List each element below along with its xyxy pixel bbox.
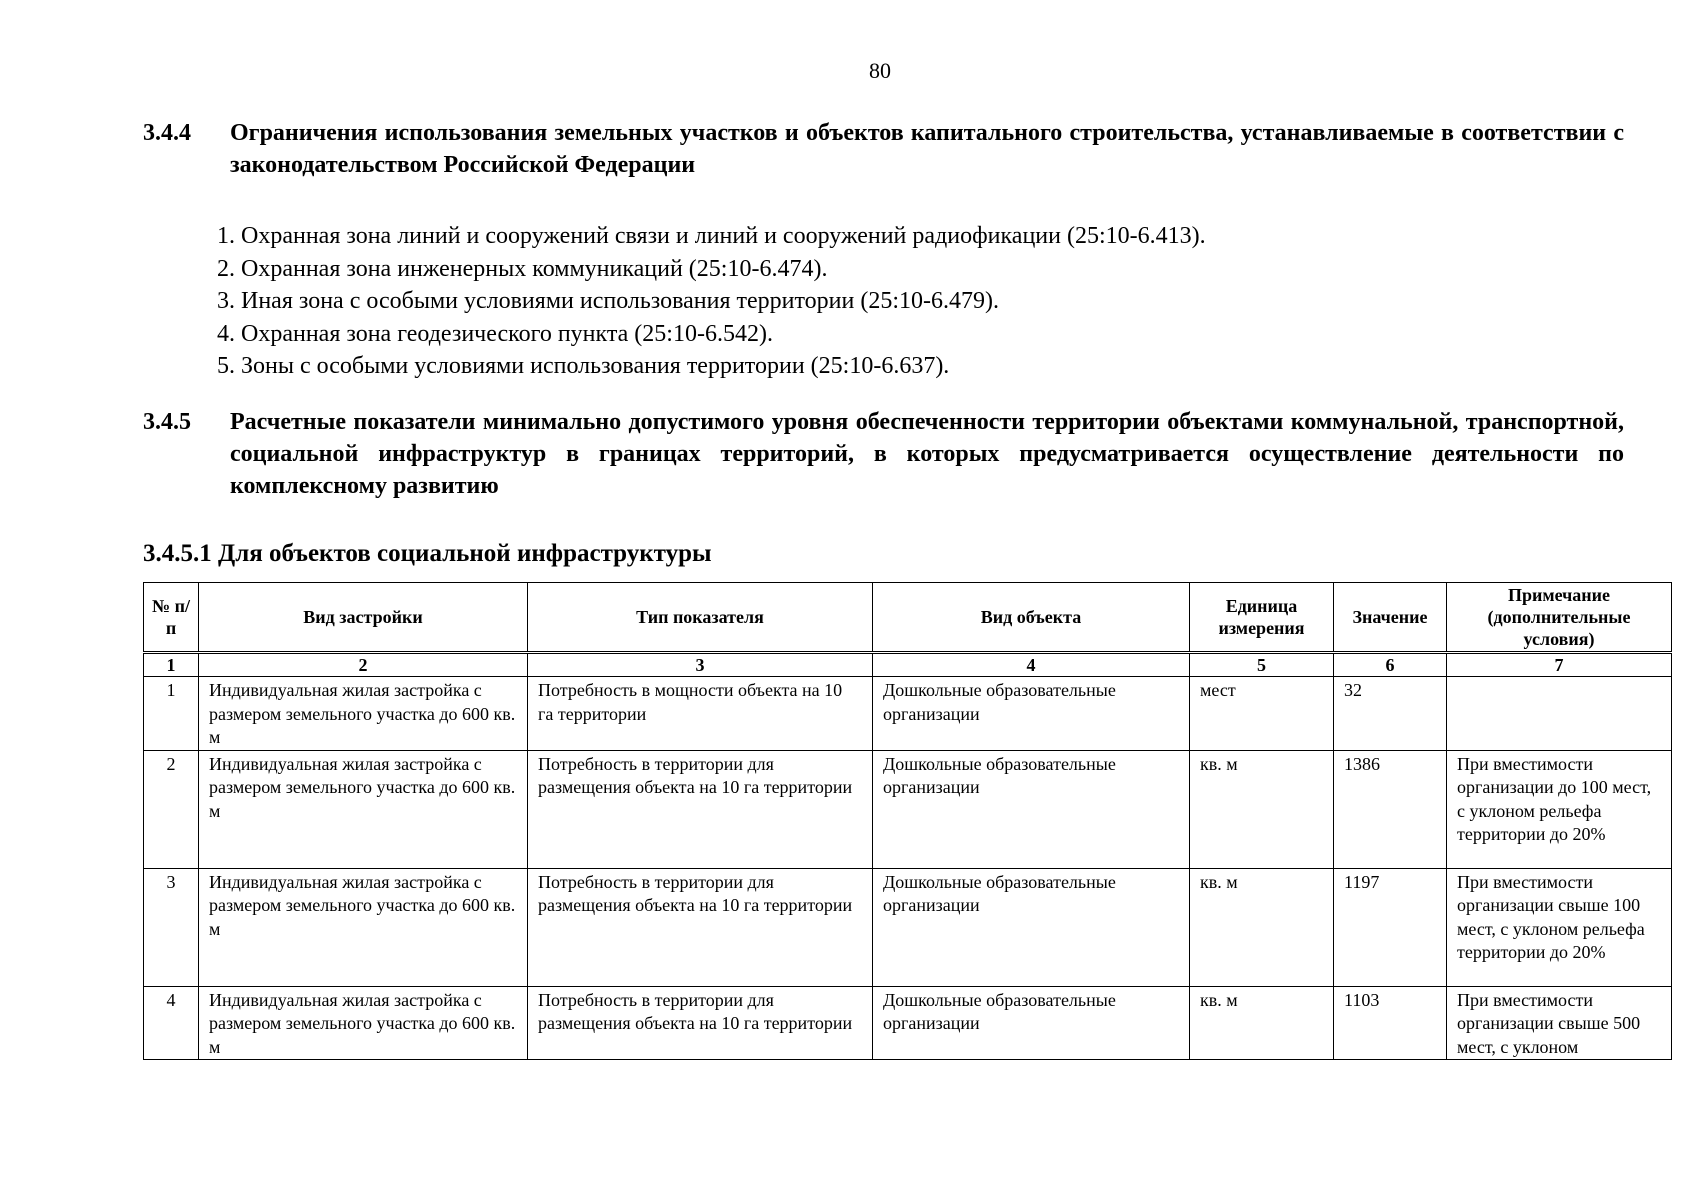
column-number: 6: [1334, 653, 1447, 677]
list-item: 5. Зоны с особыми условиями использования территории (25:10-6.637).: [217, 353, 950, 379]
section-number: 3.4.5: [143, 409, 191, 435]
list-item: 3. Иная зона с особыми условиями использования территории (25:10-6.479).: [217, 288, 1000, 314]
list-item: 2. Охранная зона инженерных коммуникаций (25:10-6.474).: [217, 255, 828, 282]
section-number: 3.4.4: [143, 120, 191, 146]
column-header-number: № п/п: [144, 583, 199, 653]
column-header-unit: Единица измерения: [1190, 583, 1334, 653]
cell-indicator: Потребность в мощности объекта на 10 га территории: [528, 677, 873, 751]
cell-object: Дошкольные образовательные организации: [873, 677, 1190, 751]
cell-note: При вместимости организации свыше 100 мест, с уклоном рельефа территории до 20%: [1447, 868, 1672, 986]
column-header-development: Вид застройки: [199, 583, 528, 653]
cell-development: Индивидуальная жилая застройка с размером земельного участка до 600 кв. м: [199, 986, 528, 1060]
cell-development: Индивидуальная жилая застройка с размером земельного участка до 600 кв. м: [199, 868, 528, 986]
column-number: 2: [199, 653, 528, 677]
cell-indicator: Потребность в территории для размещения объекта на 10 га территории: [528, 750, 873, 868]
cell-unit: кв. м: [1190, 986, 1334, 1060]
cell-note: При вместимости организации до 100 мест, с уклоном рельефа территории до 20%: [1447, 750, 1672, 868]
cell-indicator: Потребность в территории для размещения объекта на 10 га территории: [528, 868, 873, 986]
cell-object: Дошкольные образовательные организации: [873, 868, 1190, 986]
section-title: Ограничения использования земельных участков и объектов капитального строительства, устанавливаемые в соответствии с законодательством Российской Федерации: [230, 120, 1624, 178]
section-3-4-5: [143, 406, 1624, 502]
column-number: 5: [1190, 653, 1334, 677]
table-row: [144, 677, 1672, 751]
cell-development: Индивидуальная жилая застройка с размером земельного участка до 600 кв. м: [199, 750, 528, 868]
cell-value: 1386: [1334, 750, 1447, 868]
cell-unit: кв. м: [1190, 750, 1334, 868]
cell-value: 1103: [1334, 986, 1447, 1060]
list-item: 4. Охранная зона геодезического пункта (25:10-6.542).: [217, 320, 773, 347]
cell-unit: кв. м: [1190, 868, 1334, 986]
section-heading: [143, 117, 1624, 181]
cell-object: Дошкольные образовательные организации: [873, 986, 1190, 1060]
cell-number: 3: [144, 868, 199, 986]
column-header-indicator: Тип показателя: [528, 583, 873, 653]
zones-list: [217, 220, 1206, 383]
cell-object: Дошкольные образовательные организации: [873, 750, 1190, 868]
norms-table: [143, 582, 1672, 1060]
page-number: 80: [869, 58, 891, 83]
section-3-4-4: [143, 117, 1624, 181]
column-number: 3: [528, 653, 873, 677]
column-header-object: Вид объекта: [873, 583, 1190, 653]
cell-value: 1197: [1334, 868, 1447, 986]
section-heading: [143, 406, 1624, 502]
cell-number: 4: [144, 986, 199, 1060]
section-title: Расчетные показатели минимально допустимого уровня обеспеченности территории объектами коммунальной, транспортной, социальной инфраструктур в границах территорий, в которых предусматривается осуществление деятельности по комплексному развитию: [230, 409, 1624, 499]
subsection-title: 3.4.5.1 Для объектов социальной инфраструктуры: [143, 540, 712, 567]
cell-indicator: Потребность в территории для размещения объекта на 10 га территории: [528, 986, 873, 1060]
column-number: 1: [144, 653, 199, 677]
table-row: [144, 986, 1672, 1060]
table-row: [144, 750, 1672, 868]
cell-number: 2: [144, 750, 199, 868]
list-item: 1. Охранная зона линий и сооружений связи и линий и сооружений радиофикации (25:10-6.413).: [217, 223, 1206, 249]
column-number: 7: [1447, 653, 1672, 677]
cell-note: При вместимости организации свыше 500 мест, с уклоном: [1447, 986, 1672, 1060]
cell-development: Индивидуальная жилая застройка с размером земельного участка до 600 кв. м: [199, 677, 528, 751]
column-number: 4: [873, 653, 1190, 677]
column-header-value: Значение: [1334, 583, 1447, 653]
column-numbers-row: [144, 653, 1672, 677]
table-header-row: [144, 583, 1672, 653]
cell-note: [1447, 677, 1672, 751]
table-row: [144, 868, 1672, 986]
cell-unit: мест: [1190, 677, 1334, 751]
column-header-note: Примечание (дополнительные условия): [1447, 583, 1672, 653]
cell-number: 1: [144, 677, 199, 751]
cell-value: 32: [1334, 677, 1447, 751]
